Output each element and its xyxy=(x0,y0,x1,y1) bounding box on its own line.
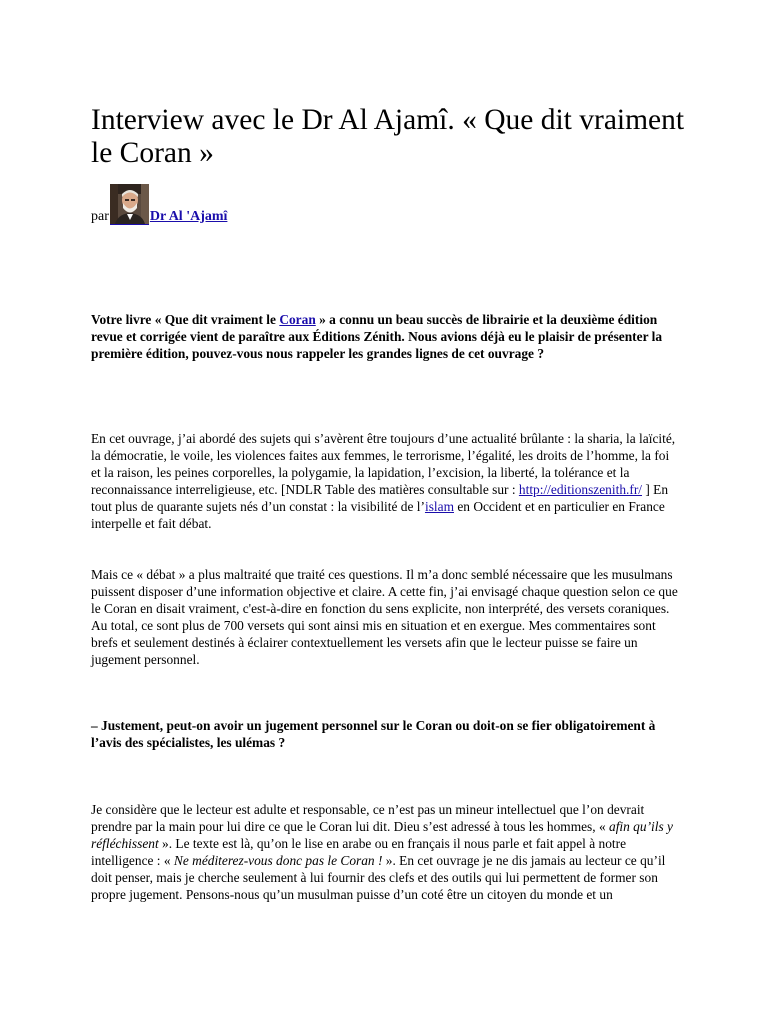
author-link[interactable]: Dr Al 'Ajamî xyxy=(149,209,228,224)
answer-1-text-c: en Occident et en particulier en France interpelle et fait débat. xyxy=(91,499,665,531)
question-1-text-a: Votre livre « Que dit vraiment le xyxy=(91,312,280,327)
editions-zenith-link[interactable]: http://editionszenith.fr/ xyxy=(518,482,643,497)
answer-2-text-b: ». Le texte est là, qu’on le lise en arabe ou en français il nous parle et fait appel à notre intelligence : « xyxy=(91,836,627,868)
answer-2-quote-2: Ne méditerez-vous donc pas le Coran ! xyxy=(173,853,383,868)
question-2: – Justement, peut-on avoir un jugement personnel sur le Coran ou doit-on se fier obligatoirement à l’avis des spécialistes, les ulémas ? xyxy=(91,718,656,750)
islam-link[interactable]: islam xyxy=(424,499,454,514)
answer-2-text-c: ». En cet ouvrage je ne dis jamais au lecteur ce qu’il doit penser, mais je cherche seulement à lui fournir des clefs et des outils qui lui permettent de former son propre jugement. Pensons-nous qu’un musulman puisse d’un coté être un citoyen du monde et un xyxy=(91,853,666,902)
byline xyxy=(91,185,227,225)
byline-prefix: par xyxy=(91,209,109,224)
question-1 xyxy=(91,311,681,362)
answer-1-paragraph-2: Mais ce « débat » a plus maltraité que traité ces questions. Il m’a donc semblé nécessaire que les musulmans puissent disposer d’une information objective et claire. A cette fin, j’ai envisagé chaque question selon ce que le Coran en disait vraiment, c'est-à-dire en fonction du sens explicite, non interprété, des versets coraniques. Au total, ce sont plus de 700 versets qui sont ainsi mis en situation et en exergue. Mes commentaires sont brefs et seulement destinés à éclairer contextuellement les versets afin que le lecteur puisse se faire un jugement personnel. xyxy=(91,567,678,667)
answer-2-text-a: Je considère que le lecteur est adulte et responsable, ce n’est pas un mineur intellectuel que l’on devrait prendre par la main pour lui dire ce que le Coran lui dit. Dieu s’est adressé à tous les hommes, « xyxy=(91,802,645,834)
answer-2-paragraph xyxy=(91,801,681,903)
question-1-text-b: » a connu un beau succès de librairie et la deuxième édition revue et corrigée vient de paraître aux Éditions Zénith. Nous avions déjà eu le plaisir de présenter la première édition, pouvez-vous nous rappeler les grandes lignes de cet ouvrage ? xyxy=(91,312,663,361)
author-photo-icon xyxy=(110,184,149,224)
article-title: Interview avec le Dr Al Ajamî. « Que dit vraiment le Coran » xyxy=(91,104,685,169)
coran-link[interactable]: Coran xyxy=(279,312,316,327)
author-avatar[interactable] xyxy=(110,184,149,225)
answer-1-text-a: En cet ouvrage, j’ai abordé des sujets qui s’avèrent être toujours d’une actualité brûlante : la sharia, la laïcité, la démocratie, le voile, les violences faites aux femmes, le terrorisme, l’égalité, les droits de l’homme, la foi et la raison, les peines corporelles, la polygamie, la lapidation, l’excision, la liberté, la tolérance et la reconnaissance interreligieuse, etc. [NDLR Table des matières consultable sur : xyxy=(91,431,676,497)
answer-2-quote-1: afin qu’ils y réfléchissent xyxy=(91,819,673,851)
answer-1-paragraph-1 xyxy=(91,430,681,532)
answer-1-text-b: ] En tout plus de quarante sujets nés d’un constat : la visibilité de l’ xyxy=(91,482,669,514)
